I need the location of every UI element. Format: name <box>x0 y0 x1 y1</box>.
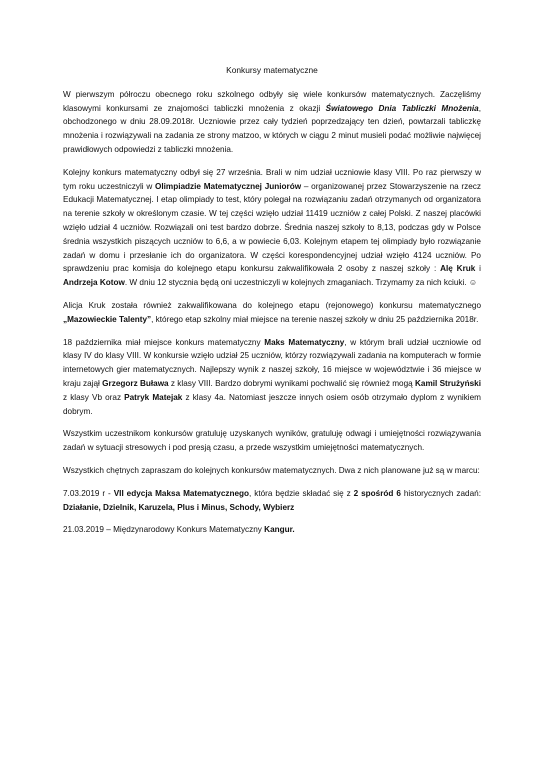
paragraph-congratulations: Wszystkim uczestnikom konkursów gratuluję uzyskanych wyników, gratuluję odwagi i umiejętności rozwiązywania zadań w sytuacji stresowych i pod presją czasu, a przede wszystkim umiejętności matematycznych. <box>63 429 481 453</box>
text: , w którym brali udział uczniowie od klasy IV do klasy VIII. W konkursie wzięło udział 25 uczniów, którzy rozwiązywali zadania na komputerach w formie internetowych gier matematycznych. Najlepszy wynik z naszej szkoły, 16 miejsce w województwie i 36 miejsce w kraju zajął <box>63 337 481 388</box>
text: , obchodzonego w dniu 28.09.2018r. Uczniowie przez cały tydzień poprzedzający ten dzień, powtarzali tabliczkę mnożenia i rozwiązywali na zadania ze strony matzoo, w których w ciągu 2 minut musieli podać możliwie najwięcej prawidłowych odpowiedzi z tabliczki mnożenia. <box>63 103 482 154</box>
task-count: 2 spośród 6 <box>353 488 401 498</box>
text: z klasy 4a. Natomiast jeszcze innych osiem osób otrzymało dyplom z wynikiem dobrym. <box>63 392 481 416</box>
text: W pierwszym półroczu obecnego roku szkolnego odbyły się wiele konkursów matematycznych. Zaczęliśmy klasowymi konkursami ze znajomości tabliczki mnożenia z okazji <box>63 89 481 113</box>
student-name: Patryk Matejak <box>124 392 183 402</box>
event-date: 21.03.2019 – Międzynarodowy Konkurs Matematyczny <box>63 525 265 535</box>
smiley-icon: ☺ <box>468 278 478 288</box>
text: z klasy VIII. Bardzo dobrymi wynikami pochwalić się również mogą <box>168 378 415 388</box>
paragraph-event-maks <box>63 487 481 515</box>
olympiad-name: Olimpiadzie Matematycznej Juniorów <box>155 181 302 191</box>
document-page <box>63 64 481 546</box>
text: Alicja Kruk została również zakwalifikowana do kolejnego etapu (rejonowego) konkursu matematycznego <box>63 300 481 310</box>
paragraph-event-kangur <box>63 523 481 537</box>
text: Kolejny konkurs matematyczny odbył się 27 września. Brali w nim udział uczniowie klasy VIII. Po raz pierwszy w tym roku uczestniczyli w <box>63 167 481 191</box>
contest-name: Maks Matematyczny <box>264 337 345 347</box>
task-list: Działanie, Dzielnik, Karuzela, Plus i Minus, Schody, Wybierz <box>63 502 295 512</box>
paragraph-invitation: Wszystkich chętnych zapraszam do kolejnych konkursów matematycznych. Dwa z nich planowane już są w marcu: <box>63 465 480 475</box>
paragraph-maks-matematyczny <box>63 336 481 419</box>
student-name: Alę Kruk <box>440 264 476 274</box>
student-name: Andrzeja Kotow <box>63 278 125 288</box>
contest-name: Kangur. <box>264 525 295 535</box>
text: i <box>475 264 481 274</box>
text: , która będzie składać się z <box>249 488 354 498</box>
document-title: Konkursy matematyczne <box>226 65 318 75</box>
paragraph-mazowieckie-talenty <box>63 299 481 327</box>
text: . W dniu 12 stycznia będą oni uczestniczyli w kolejnych zmaganiach. Trzymamy za nich kciuki. <box>124 278 469 288</box>
text: historycznych zadań: <box>400 488 481 498</box>
event-date: 7.03.2019 r - <box>63 488 114 498</box>
text: , którego etap szkolny miał miejsce na terenie naszej szkoły w dniu 25 października 2018r. <box>151 314 479 324</box>
paragraph-olympiad <box>63 166 481 290</box>
text: – organizowanej przez Stowarzyszenie na rzecz Edukacji Matematycznej. I etap olimpiady to test, który polegał na rozwiązaniu zadań otrzymanych od organizatora na terenie szkoły w określonym czasie. W tej części wzięło udział 11419 uczniów z całej Polski. Z naszej placówki wzięło udział 4 uczniów. Rozwiązali oni test bardzo dobrze. Średnia naszej szkoły to 8,13, podczas gdy w Polsce średnia wszystkich piszących uczniów to 6,6, a w powiecie 6,03. Kolejnym etapem tej olimpiady było rozwiązanie zadań w domu i przesłanie ich do organizatora. W części korespondencyjnej udział wzięło 4124 uczniów. Po sprawdzeniu prac komisja do kolejnego etapu konkursu zakwalifikowała 2 osoby z naszej szkoły : <box>63 181 481 274</box>
student-name: Grzegorz Buława <box>102 378 169 388</box>
event-name: Światowego Dnia Tabliczki Mnożenia <box>325 103 479 113</box>
contest-name: „Mazowieckie Talenty” <box>63 314 152 324</box>
student-name: Kamil Strużyński <box>415 378 481 388</box>
text: 18 października miał miejsce konkurs matematyczny <box>63 337 265 347</box>
paragraph-multiplication-day <box>63 88 481 157</box>
text: z klasy Vb oraz <box>63 392 125 402</box>
event-name: VII edycja Maksa Matematycznego <box>113 488 250 498</box>
